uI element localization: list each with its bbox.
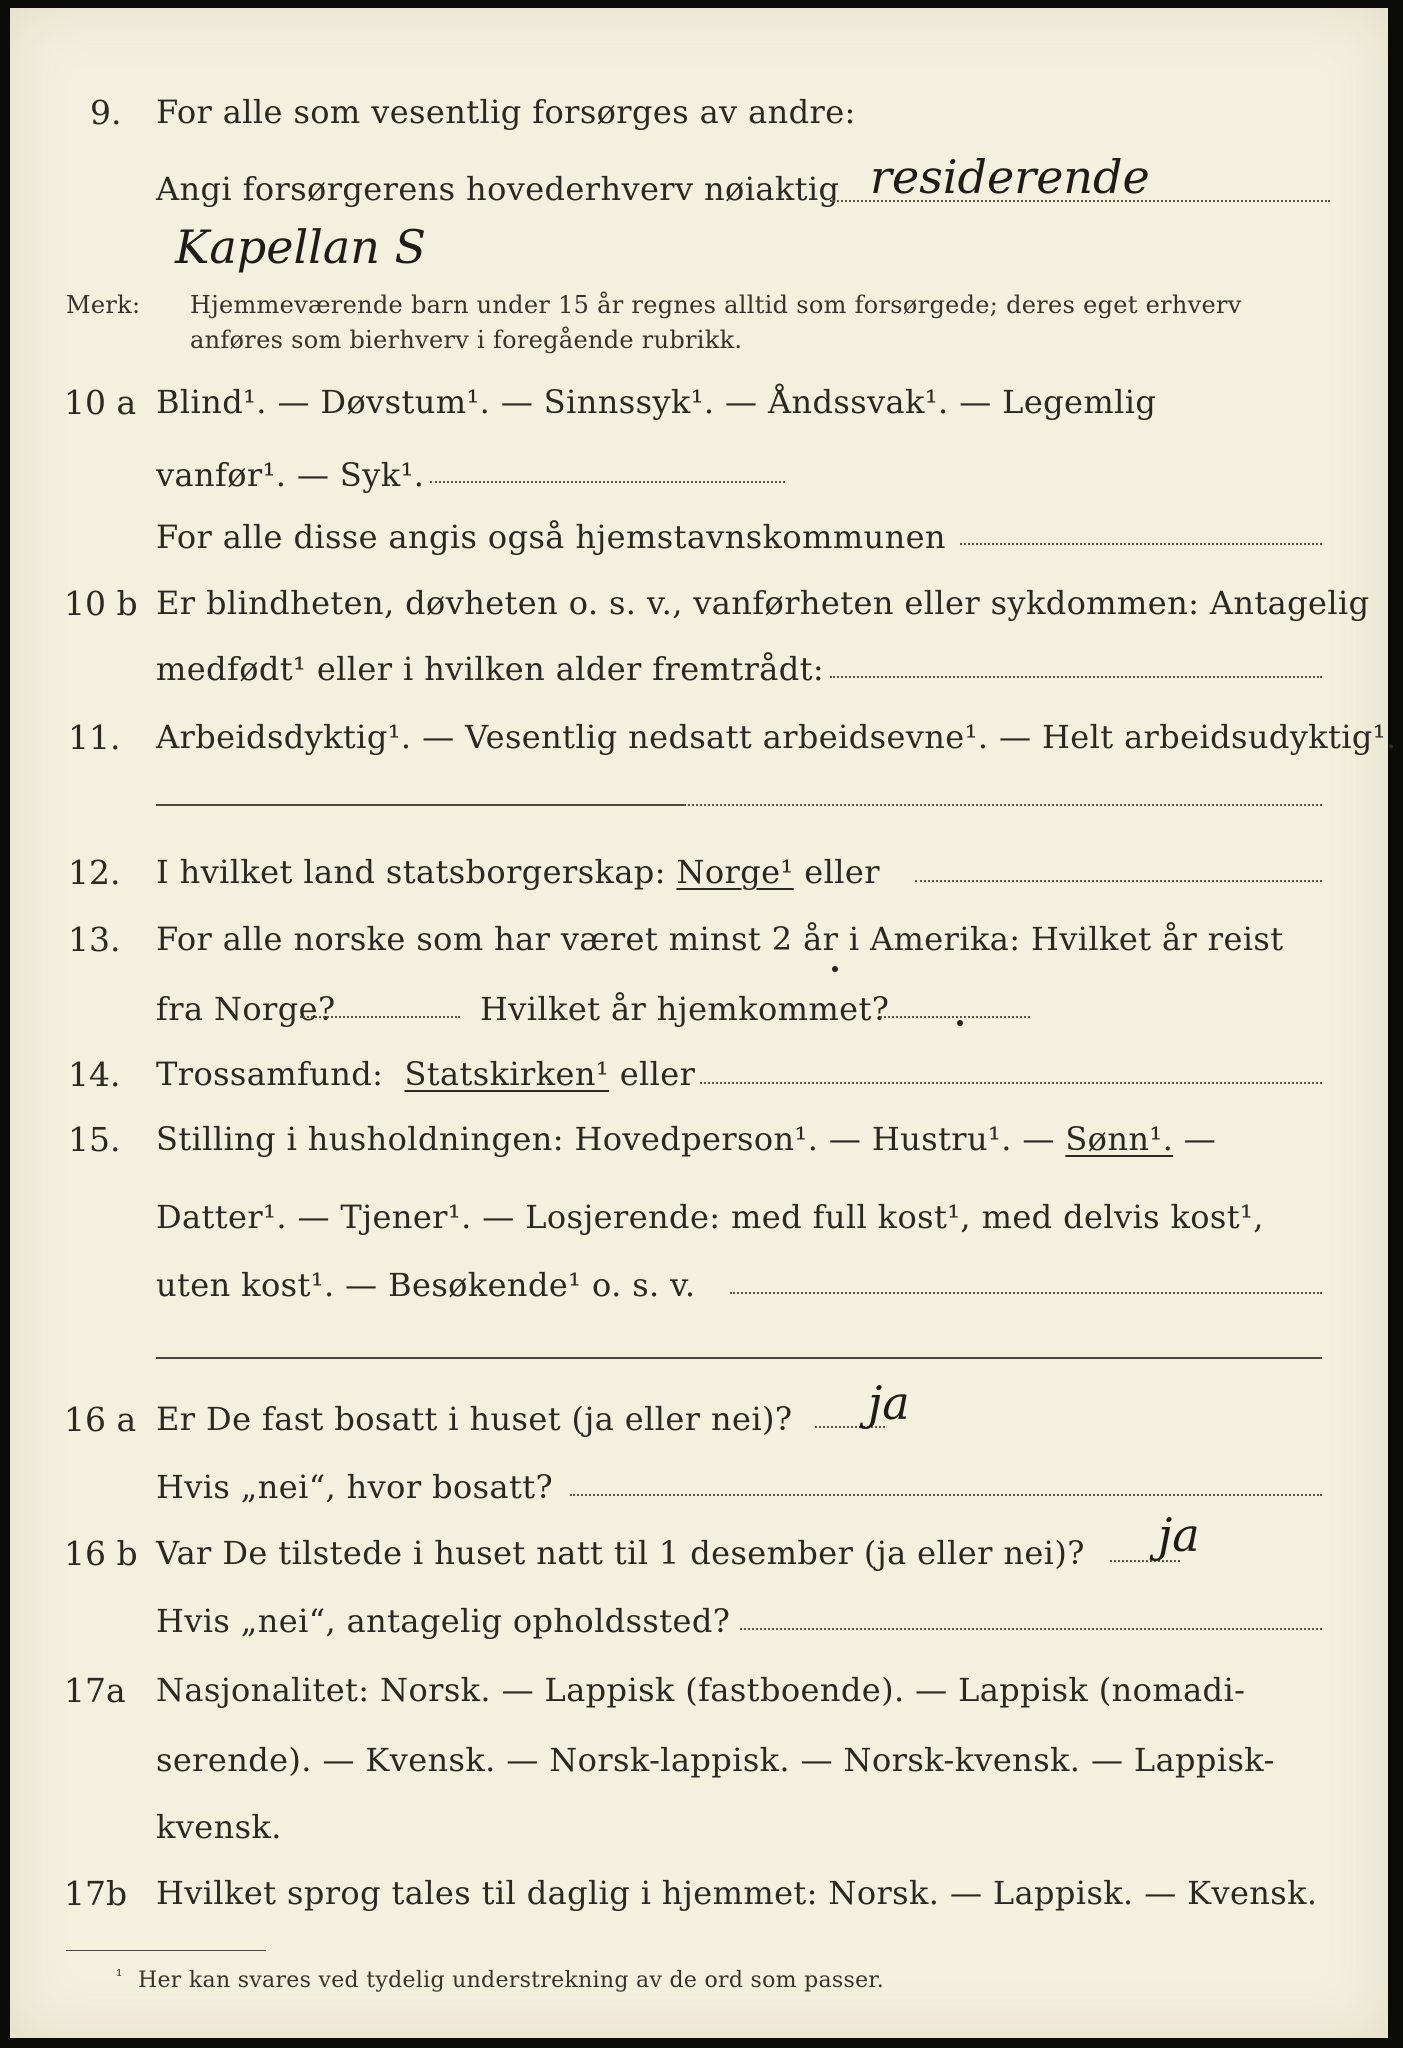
q13-ink-mark (832, 966, 838, 972)
q11-line1: Arbeidsdyktig¹. — Vesentlig nedsatt arbeidsevne¹. — Helt arbeidsudyktig¹. (156, 718, 1397, 756)
q14-eller: eller (619, 1055, 696, 1093)
q15-line1a: Stilling i husholdningen: Hovedperson¹. — Hustru¹. — (156, 1120, 1055, 1158)
q13-hjemkommet-line (880, 1016, 1030, 1018)
q13-ink-mark-2 (957, 1020, 963, 1026)
q17a-line2: serende). — Kvensk. — Norsk-lappisk. — Norsk-kvensk. — Lappisk- (156, 1741, 1275, 1779)
q14-answer-line (700, 1082, 1322, 1084)
q12-norge-option: Norge¹ (676, 853, 794, 891)
q14-statskirken-option: Statskirken¹ (404, 1055, 610, 1093)
q13-line2a: fra Norge? (156, 990, 336, 1028)
q17a-line1: Nasjonalitet: Norsk. — Lappisk (fastboende). — Lappisk (nomadi- (156, 1671, 1246, 1709)
q10b-line2: medfødt¹ eller i hvilken alder fremtrådt: (156, 650, 825, 688)
q12-label: I hvilket land statsborgerskap: (156, 853, 666, 891)
q10a-hjemstavn-line (960, 543, 1322, 545)
q17a-line3: kvensk. (156, 1808, 282, 1846)
merk-line1: Hjemmeværende barn under 15 år regnes alltid som forsørgede; deres eget erhverv (190, 291, 1242, 319)
q9-line1: For alle som vesentlig forsørges av andre: (156, 93, 856, 131)
q13-line2b: Hvilket år hjemkommet? (480, 990, 890, 1028)
q15-sonn-option: Sønn¹. (1065, 1120, 1174, 1158)
q17b-number: 17b (64, 1874, 128, 1913)
q15-line1 (156, 1120, 1216, 1158)
q10a-answer-line (430, 481, 785, 483)
q13-line1: For alle norske som har været minst 2 år i Amerika: Hvilket år reist (156, 920, 1284, 958)
q12-answer-line (915, 880, 1322, 882)
q10a-line1: Blind¹. — Døvstum¹. — Sinnssyk¹. — Åndssvak¹. — Legemlig (156, 383, 1157, 421)
q15-line3: uten kost¹. — Besøkende¹ o. s. v. (156, 1266, 696, 1304)
footnote-mark: ¹ (116, 1966, 123, 1985)
merk-label: Merk: (66, 291, 141, 319)
q16b-opholdssted-line (740, 1628, 1322, 1630)
q9-handwritten-answer2: Kapellan S (175, 220, 427, 274)
q16b-line1: Var De tilstede i huset natt til 1 desember (ja eller nei)? (156, 1534, 1085, 1572)
q16a-line2: Hvis „nei“, hvor bosatt? (156, 1468, 554, 1506)
q10a-line2: vanfør¹. — Syk¹. (156, 456, 425, 494)
q10a-number: 10 a (64, 383, 137, 422)
q16a-line1: Er De fast bosatt i huset (ja eller nei)? (156, 1400, 793, 1438)
q11-number: 11. (68, 718, 121, 757)
q16a-handwritten-answer: ja (868, 1376, 910, 1430)
q17b-line1: Hvilket sprog tales til daglig i hjemmet: Norsk. — Lappisk. — Kvensk. (156, 1874, 1318, 1912)
q15-answer-line (730, 1292, 1322, 1294)
q13-reist-line (300, 1016, 460, 1018)
q9-number: 9. (90, 93, 122, 132)
q9-handwritten-answer1: residerende (870, 150, 1150, 204)
q9-line2: Angi forsørgerens hovederhverv nøiaktig (156, 170, 840, 208)
q12-line (156, 853, 880, 891)
q16a-bosatt-line (570, 1494, 1322, 1496)
q16b-handwritten-answer: ja (1158, 1508, 1200, 1562)
q10a-line3: For alle disse angis også hjemstavnskommunen (156, 518, 946, 556)
q15-line2: Datter¹. — Tjener¹. — Losjerende: med full kost¹, med delvis kost¹, (156, 1198, 1264, 1236)
q11-rule-right (684, 804, 1322, 806)
q15-number: 15. (68, 1120, 121, 1159)
q10b-line1: Er blindheten, døvheten o. s. v., vanførheten eller sykdommen: Antagelig (156, 584, 1370, 622)
footnote-text: Her kan svares ved tydelig understrekning av de ord som passer. (138, 1968, 885, 1993)
q11-rule-left (156, 804, 684, 806)
q17a-number: 17a (64, 1671, 126, 1710)
q15-line1b: — (1183, 1120, 1217, 1158)
q10b-number: 10 b (64, 584, 138, 623)
census-form-page (10, 8, 1397, 2038)
q14-line (156, 1055, 695, 1093)
q13-number: 13. (68, 920, 121, 959)
merk-line2: anføres som bierhverv i foregående rubrikk. (190, 326, 743, 354)
q10b-answer-line (830, 676, 1322, 678)
q16a-number: 16 a (64, 1400, 137, 1439)
footnote-rule (66, 1950, 266, 1951)
q16b-line2: Hvis „nei“, antagelig opholdssted? (156, 1602, 731, 1640)
q16b-number: 16 b (64, 1534, 138, 1573)
q12-eller: eller (804, 853, 880, 891)
q12-number: 12. (68, 853, 121, 892)
q15-rule (156, 1357, 1322, 1359)
q14-label: Trossamfund: (156, 1055, 384, 1093)
q14-number: 14. (68, 1055, 121, 1094)
